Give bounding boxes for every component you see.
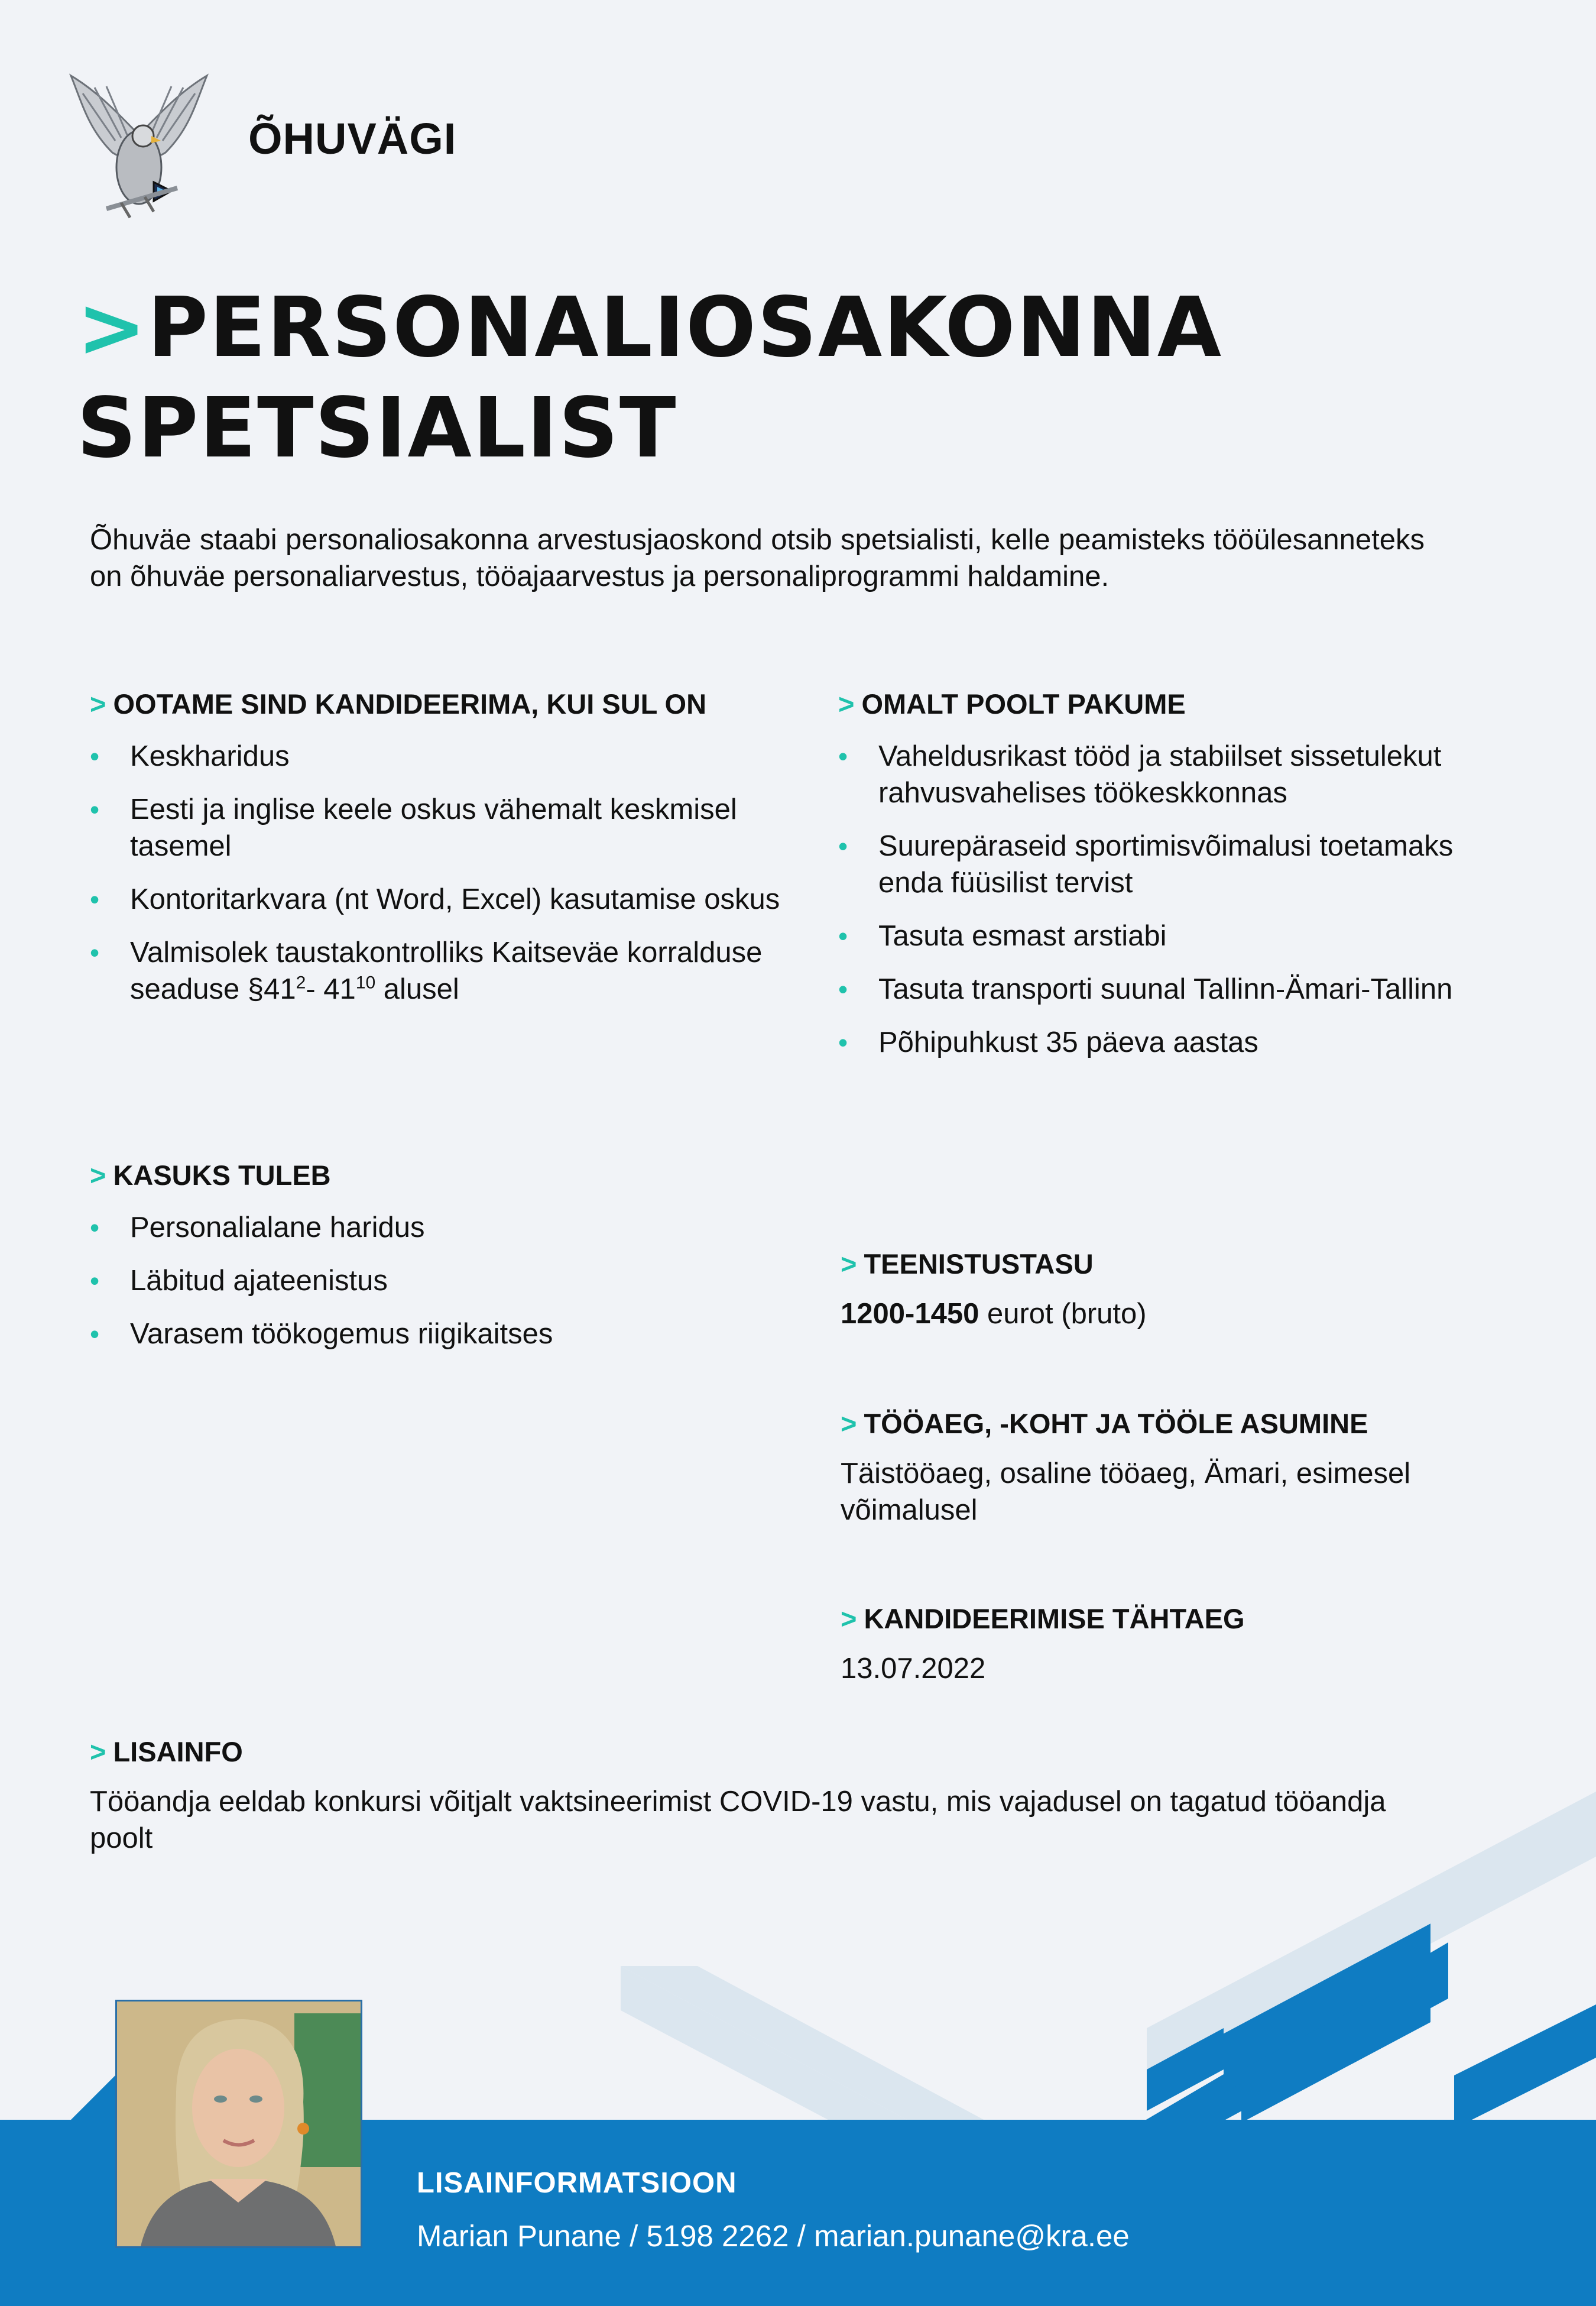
worktime-heading-text: TÖÖAEG, -KOHT JA TÖÖLE ASUMINE xyxy=(864,1408,1368,1439)
advantage-list xyxy=(90,1209,787,1352)
salary-amount: 1200-1450 xyxy=(841,1298,979,1330)
advantage-heading-text: KASUKS TULEB xyxy=(113,1160,331,1191)
list-item: • Tasuta esmast arstiabi xyxy=(838,918,1500,954)
offer-heading xyxy=(838,688,1500,720)
salary-heading xyxy=(841,1248,1491,1280)
worktime-section xyxy=(841,1407,1491,1528)
list-item: • Keskharidus xyxy=(90,738,787,775)
section-marker: > xyxy=(90,1160,106,1191)
section-marker: > xyxy=(90,1736,106,1767)
list-item: • Suurepäraseid sportimisvõimalusi toetamaks enda füüsilist tervist xyxy=(838,828,1500,901)
air-force-eagle-emblem-icon xyxy=(65,70,213,224)
extra-info-heading xyxy=(90,1735,1449,1768)
salary-heading-text: TEENISTUSTASU xyxy=(864,1248,1094,1280)
worktime-heading xyxy=(841,1407,1491,1440)
advantage-section xyxy=(90,1159,787,1369)
list-item xyxy=(90,934,787,1008)
deadline-date: 13.07.2022 xyxy=(841,1653,986,1685)
deadline-section xyxy=(841,1602,1491,1687)
section-marker: > xyxy=(841,1408,857,1439)
requirements-heading-text: OOTAME SIND KANDIDEERIMA, KUI SUL ON xyxy=(113,688,707,720)
job-title-line1: PERSONALIOSAKONNA xyxy=(147,280,1223,376)
list-item: • Tasuta transporti suunal Tallinn-Ämari-Tallinn xyxy=(838,971,1500,1008)
requirements-heading xyxy=(90,688,787,720)
person-portrait-icon xyxy=(117,2001,361,2246)
advantage-heading xyxy=(90,1159,787,1191)
job-title xyxy=(77,278,1525,479)
job-title-line2: SPETSIALIST xyxy=(77,380,677,477)
section-marker: > xyxy=(90,688,106,720)
job-intro-paragraph: Õhuväe staabi personaliosakonna arvestusjaoskond otsib spetsialisti, kelle peamisteks tööülesanneteks on õhuväe personaliarvestus, tööajaarvestus ja personaliprogrammi haldamine. xyxy=(90,524,1425,592)
list-item: • Kontoritarkvara (nt Word, Excel) kasutamise oskus xyxy=(90,881,787,918)
section-marker: > xyxy=(841,1603,857,1634)
deadline-heading xyxy=(841,1602,1491,1635)
list-item: • Varasem töökogemus riigikaitses xyxy=(90,1316,787,1352)
salary-section xyxy=(841,1248,1491,1332)
extra-info-text: Tööandja eeldab konkursi võitjalt vaktsineerimist COVID-19 vastu, mis vajadusel on tagatud tööandja poolt xyxy=(90,1786,1386,1854)
worktime-text: Täistööaeg, osaline tööaeg, Ämari, esimesel võimalusel xyxy=(841,1458,1411,1526)
requirements-list xyxy=(90,738,787,1008)
salary-value xyxy=(841,1295,1491,1332)
organization-name: ÕHUVÄGI xyxy=(248,114,457,163)
list-item-text: - 41 xyxy=(306,973,356,1005)
list-item: • Eesti ja inglise keele oskus vähemalt keskmisel tasemel xyxy=(90,791,787,864)
offer-heading-text: OMALT POOLT PAKUME xyxy=(861,688,1186,720)
list-item-text: Valmisolek taustakontrolliks Kaitseväe korralduse seaduse §41 xyxy=(130,937,763,1005)
deadline-heading-text: KANDIDEERIMISE TÄHTAEG xyxy=(864,1603,1245,1634)
offer-section xyxy=(838,688,1500,1077)
requirements-section xyxy=(90,688,787,1024)
contact-details[interactable]: Marian Punane / 5198 2262 / marian.punane@kra.ee xyxy=(417,2219,1130,2253)
list-item: • Läbitud ajateenistus xyxy=(90,1262,787,1299)
contact-person-photo xyxy=(115,2000,362,2248)
contact-heading: LISAINFORMATSIOON xyxy=(417,2167,737,2199)
section-marker: > xyxy=(838,688,855,720)
section-marker: > xyxy=(841,1248,857,1280)
salary-unit: eurot (bruto) xyxy=(979,1298,1147,1330)
list-item-text: alusel xyxy=(375,973,459,1005)
list-item: • Vaheldusrikast tööd ja stabiilset sissetulekut rahvusvahelises töökeskkonnas xyxy=(838,738,1500,811)
superscript: 2 xyxy=(296,973,306,993)
list-item: • Personalialane haridus xyxy=(90,1209,787,1246)
superscript: 10 xyxy=(355,973,376,993)
extra-info-heading-text: LISAINFO xyxy=(113,1736,243,1767)
title-marker: > xyxy=(77,280,148,376)
list-item: • Põhipuhkust 35 päeva aastas xyxy=(838,1024,1500,1061)
offer-list xyxy=(838,738,1500,1061)
